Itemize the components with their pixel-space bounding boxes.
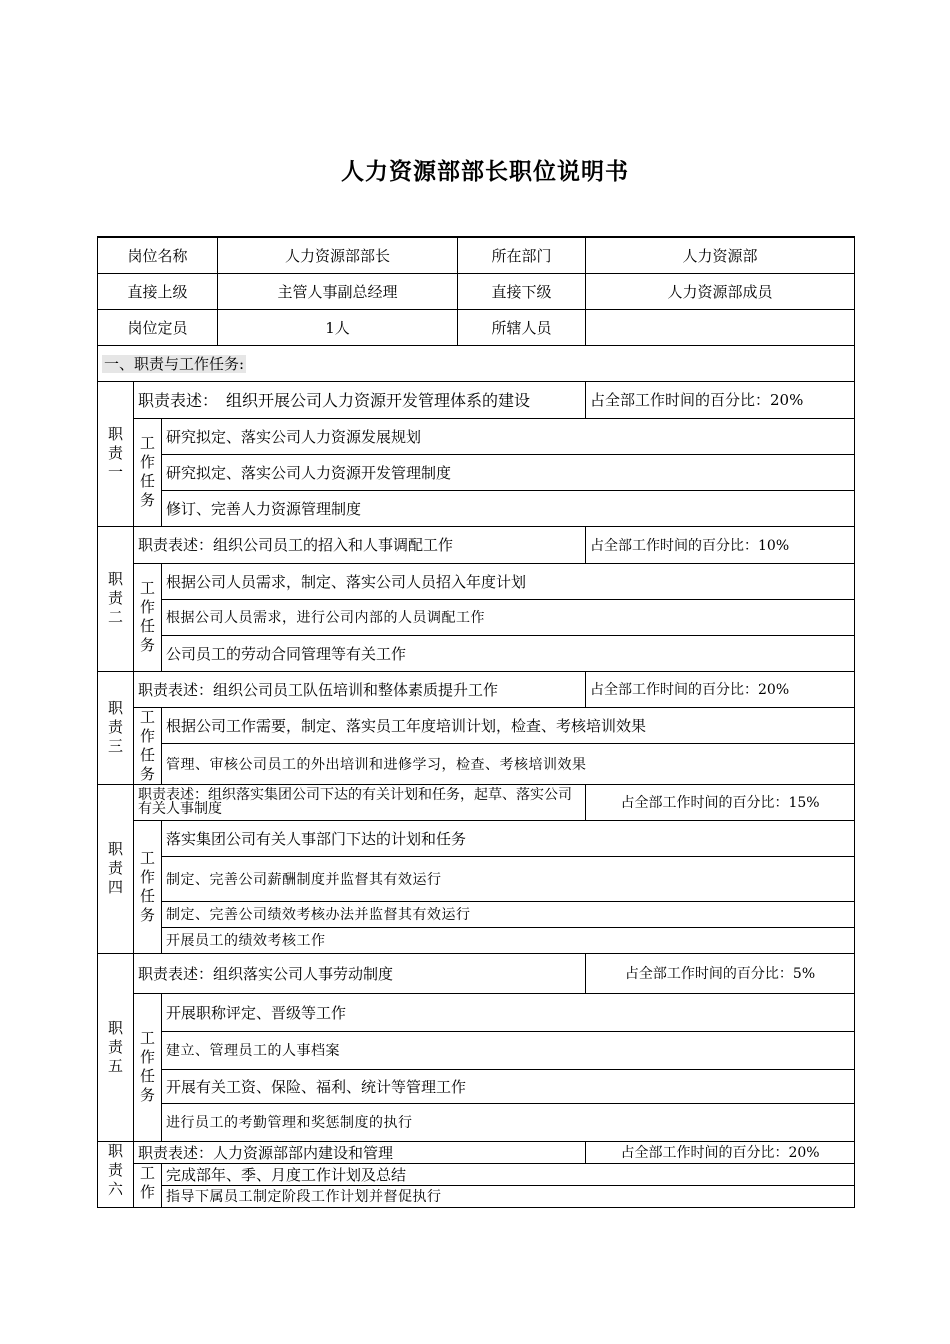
dept-value: 人力资源部 [586,237,855,273]
task-item: 公司员工的劳动合同管理等有关工作 [162,635,855,671]
duty-description: 职责表述：组织公司员工队伍培训和整体素质提升工作 [134,671,586,707]
duty-percentage: 占全部工作时间的百分比：15% [586,784,855,820]
duty-description: 职责表述：人力资源部部内建设和管理 [134,1141,586,1163]
task-item: 进行员工的考勤管理和奖惩制度的执行 [162,1103,855,1141]
task-label: 工 作 任 务 [134,563,162,671]
task-label: 工 作 任 务 [134,707,162,784]
duty-label: 职 责 四 [98,784,134,953]
duty-label: 职 责 六 [98,1141,134,1207]
task-item: 管理、审核公司员工的外出培训和进修学习，检查、考核培训效果 [162,743,855,784]
duty-description: 职责表述：组织落实公司人事劳动制度 [134,953,586,993]
task-label: 工 作 任 务 [134,993,162,1141]
duty-percentage: 占全部工作时间的百分比：10% [586,526,855,563]
task-item: 研究拟定、落实公司人力资源开发管理制度 [162,454,855,490]
duty-percentage: 占全部工作时间的百分比：20% [586,381,855,418]
page-title: 人力资源部部长职位说明书 [341,159,629,185]
position-value: 人力资源部部长 [218,237,458,273]
task-item: 落实集团公司有关人事部门下达的计划和任务 [162,820,855,856]
task-label: 工 作 任 务 [134,418,162,526]
duty-percentage: 占全部工作时间的百分比：20% [586,1141,855,1163]
duty-percentage: 占全部工作时间的百分比：20% [586,671,855,707]
task-item: 完成部年、季、月度工作计划及总结 [162,1163,855,1185]
duty-percentage: 占全部工作时间的百分比：5% [586,953,855,993]
task-item: 根据公司工作需要，制定、落实员工年度培训计划，检查、考核培训效果 [162,707,855,743]
label-subordinate: 直接下级 [458,273,586,309]
headcount-value: 1人 [218,309,458,345]
task-item: 根据公司人员需求，制定、落实公司人员招入年度计划 [162,563,855,599]
duty-description: 职责表述： 组织开展公司人力资源开发管理体系的建设 [134,381,586,418]
task-item: 指导下属员工制定阶段工作计划并督促执行 [162,1185,855,1207]
label-position: 岗位名称 [98,237,218,273]
duty-description: 职责表述：组织落实集团公司下达的有关计划和任务，起草、落实公司有关人事制度 [134,784,586,820]
section-title: 一、职责与工作任务: [98,345,855,381]
task-item: 建立、管理员工的人事档案 [162,1031,855,1069]
task-item: 开展员工的绩效考核工作 [162,927,855,953]
label-staff: 所辖人员 [458,309,586,345]
duty-label: 职 责 二 [98,526,134,671]
duty-label: 职 责 五 [98,953,134,1141]
task-item: 开展职称评定、晋级等工作 [162,993,855,1031]
task-item: 根据公司人员需求，进行公司内部的人员调配工作 [162,599,855,635]
task-item: 制定、完善公司薪酬制度并监督其有效运行 [162,856,855,901]
job-description-table [97,236,855,1208]
task-item: 研究拟定、落实公司人力资源发展规划 [162,418,855,454]
subordinate-value: 人力资源部成员 [586,273,855,309]
superior-value: 主管人事副总经理 [218,273,458,309]
task-item: 开展有关工资、保险、福利、统计等管理工作 [162,1069,855,1103]
duty-description: 职责表述：组织公司员工的招入和人事调配工作 [134,526,586,563]
duty-label: 职 责 一 [98,381,134,526]
task-label: 工 作 [134,1163,162,1207]
label-dept: 所在部门 [458,237,586,273]
label-superior: 直接上级 [98,273,218,309]
staff-value [586,309,855,345]
task-label: 工 作 任 务 [134,820,162,953]
duty-label: 职 责 三 [98,671,134,784]
task-item: 修订、完善人力资源管理制度 [162,490,855,526]
label-headcount: 岗位定员 [98,309,218,345]
task-item: 制定、完善公司绩效考核办法并监督其有效运行 [162,901,855,927]
